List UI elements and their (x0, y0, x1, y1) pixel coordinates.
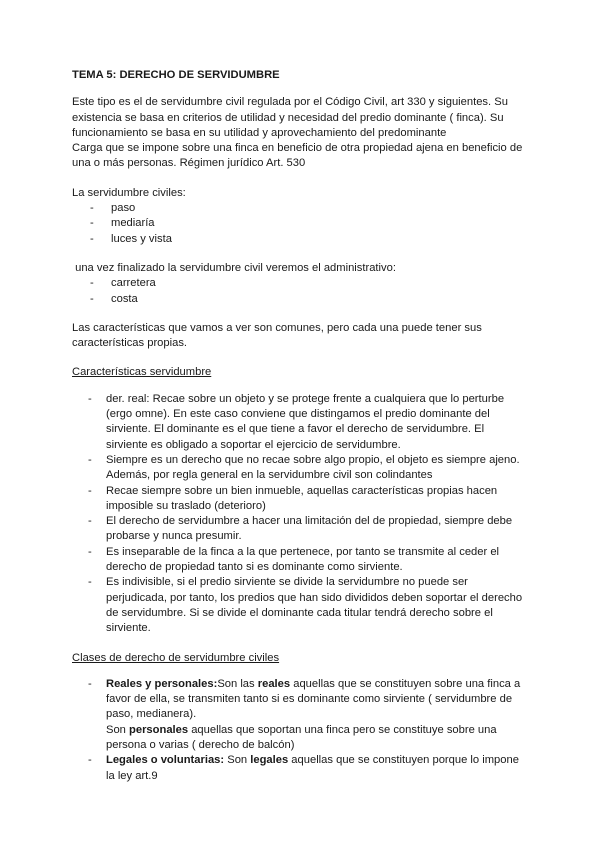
intro-line: Carga que se impone sobre una finca en beneficio de otra propiedad ajena en beneficio de (72, 142, 523, 155)
classes-list (72, 677, 528, 784)
admin-heading: una vez finalizado la servidumbre civil veremos el administrativo: (72, 261, 396, 274)
features-list (72, 392, 528, 637)
common-paragraph (72, 321, 528, 352)
intro-paragraph (72, 95, 528, 171)
list-item: - carretera (90, 277, 156, 290)
intro-line: Este tipo es el de servidumbre civil regulada por el Código Civil, art 330 y siguientes. Su (72, 96, 508, 109)
list-item: - Es inseparable de la finca a la que pertenece, por tanto se transmite al ceder el derecho de propiedad tanto si es dominante como sirviente. (88, 545, 500, 574)
list-item: - El derecho de servidumbre a hacer una limitación del de propiedad, siempre debe probarse y nunca presumir. (88, 515, 513, 543)
list-item: - der. real: Recae sobre un objeto y se protege frente a cualquiera que lo perturbe (ergo omne). En este caso conviene que distingamos el predio dominante del sirviente. El dominante es el que tiene a favor el derecho de servidumbre. El sirviente es obligado a soportar el ejercicio de servidumbre. (88, 392, 505, 451)
page-title: TEMA 5: DERECHO DE SERVIDUMBRE (72, 69, 280, 81)
civiles-list (72, 201, 528, 247)
list-item: - Recae siempre sobre un bien inmueble, aquellas características propias hacen imposible su traslado (deterioro) (88, 484, 498, 512)
intro-line: funcionamiento se basa en su utilidad y aprovechamiento del predominante (72, 126, 447, 139)
list-item: - Legales o voluntarias: Son legales aquellas que se constituyen porque lo impone la ley art.9 (88, 754, 519, 782)
admin-list (72, 276, 528, 307)
list-item: - paso (90, 202, 136, 215)
common-line: Las características que vamos a ver son comunes, pero cada una puede tener sus (72, 321, 482, 334)
list-item: - Siempre es un derecho que no recae sobre algo propio, el objeto es siempre ajeno. Además, por regla general en la servidumbre civil son colindantes (88, 453, 520, 482)
classes-heading: Clases de derecho de servidumbre civiles (72, 651, 280, 664)
features-heading: Características servidumbre (72, 366, 212, 379)
intro-line: existencia se basa en criterios de utilidad y necesidad del predio dominante ( finca). Su (72, 111, 504, 124)
list-item: - costa (90, 292, 138, 305)
list-item: - mediaría (90, 217, 155, 230)
civiles-heading: La servidumbre civiles: (72, 186, 186, 199)
list-item: - Reales y personales:Son las reales aquellas que se constituyen sobre una finca a favor de ella, se transmiten tanto si es dominante como sirviente ( servidumbre de paso, medianera). Son personales aquellas que soportan una finca pero se constituye sobre una persona o varias ( derecho de balcón) (88, 677, 521, 751)
list-item: - Es indivisible, si el predio sirviente se divide la servidumbre no puede ser perjudicada, por tanto, los predios que han sido divididos deben soportar el derecho de servidumbre. Si se divide el dominante cada titular tendrá derecho sobre el sirviente. (88, 576, 523, 635)
list-item: - luces y vista (90, 232, 172, 245)
intro-line: una o más personas. Régimen jurídico Art. 530 (72, 157, 306, 170)
common-line: características propias. (72, 337, 188, 350)
